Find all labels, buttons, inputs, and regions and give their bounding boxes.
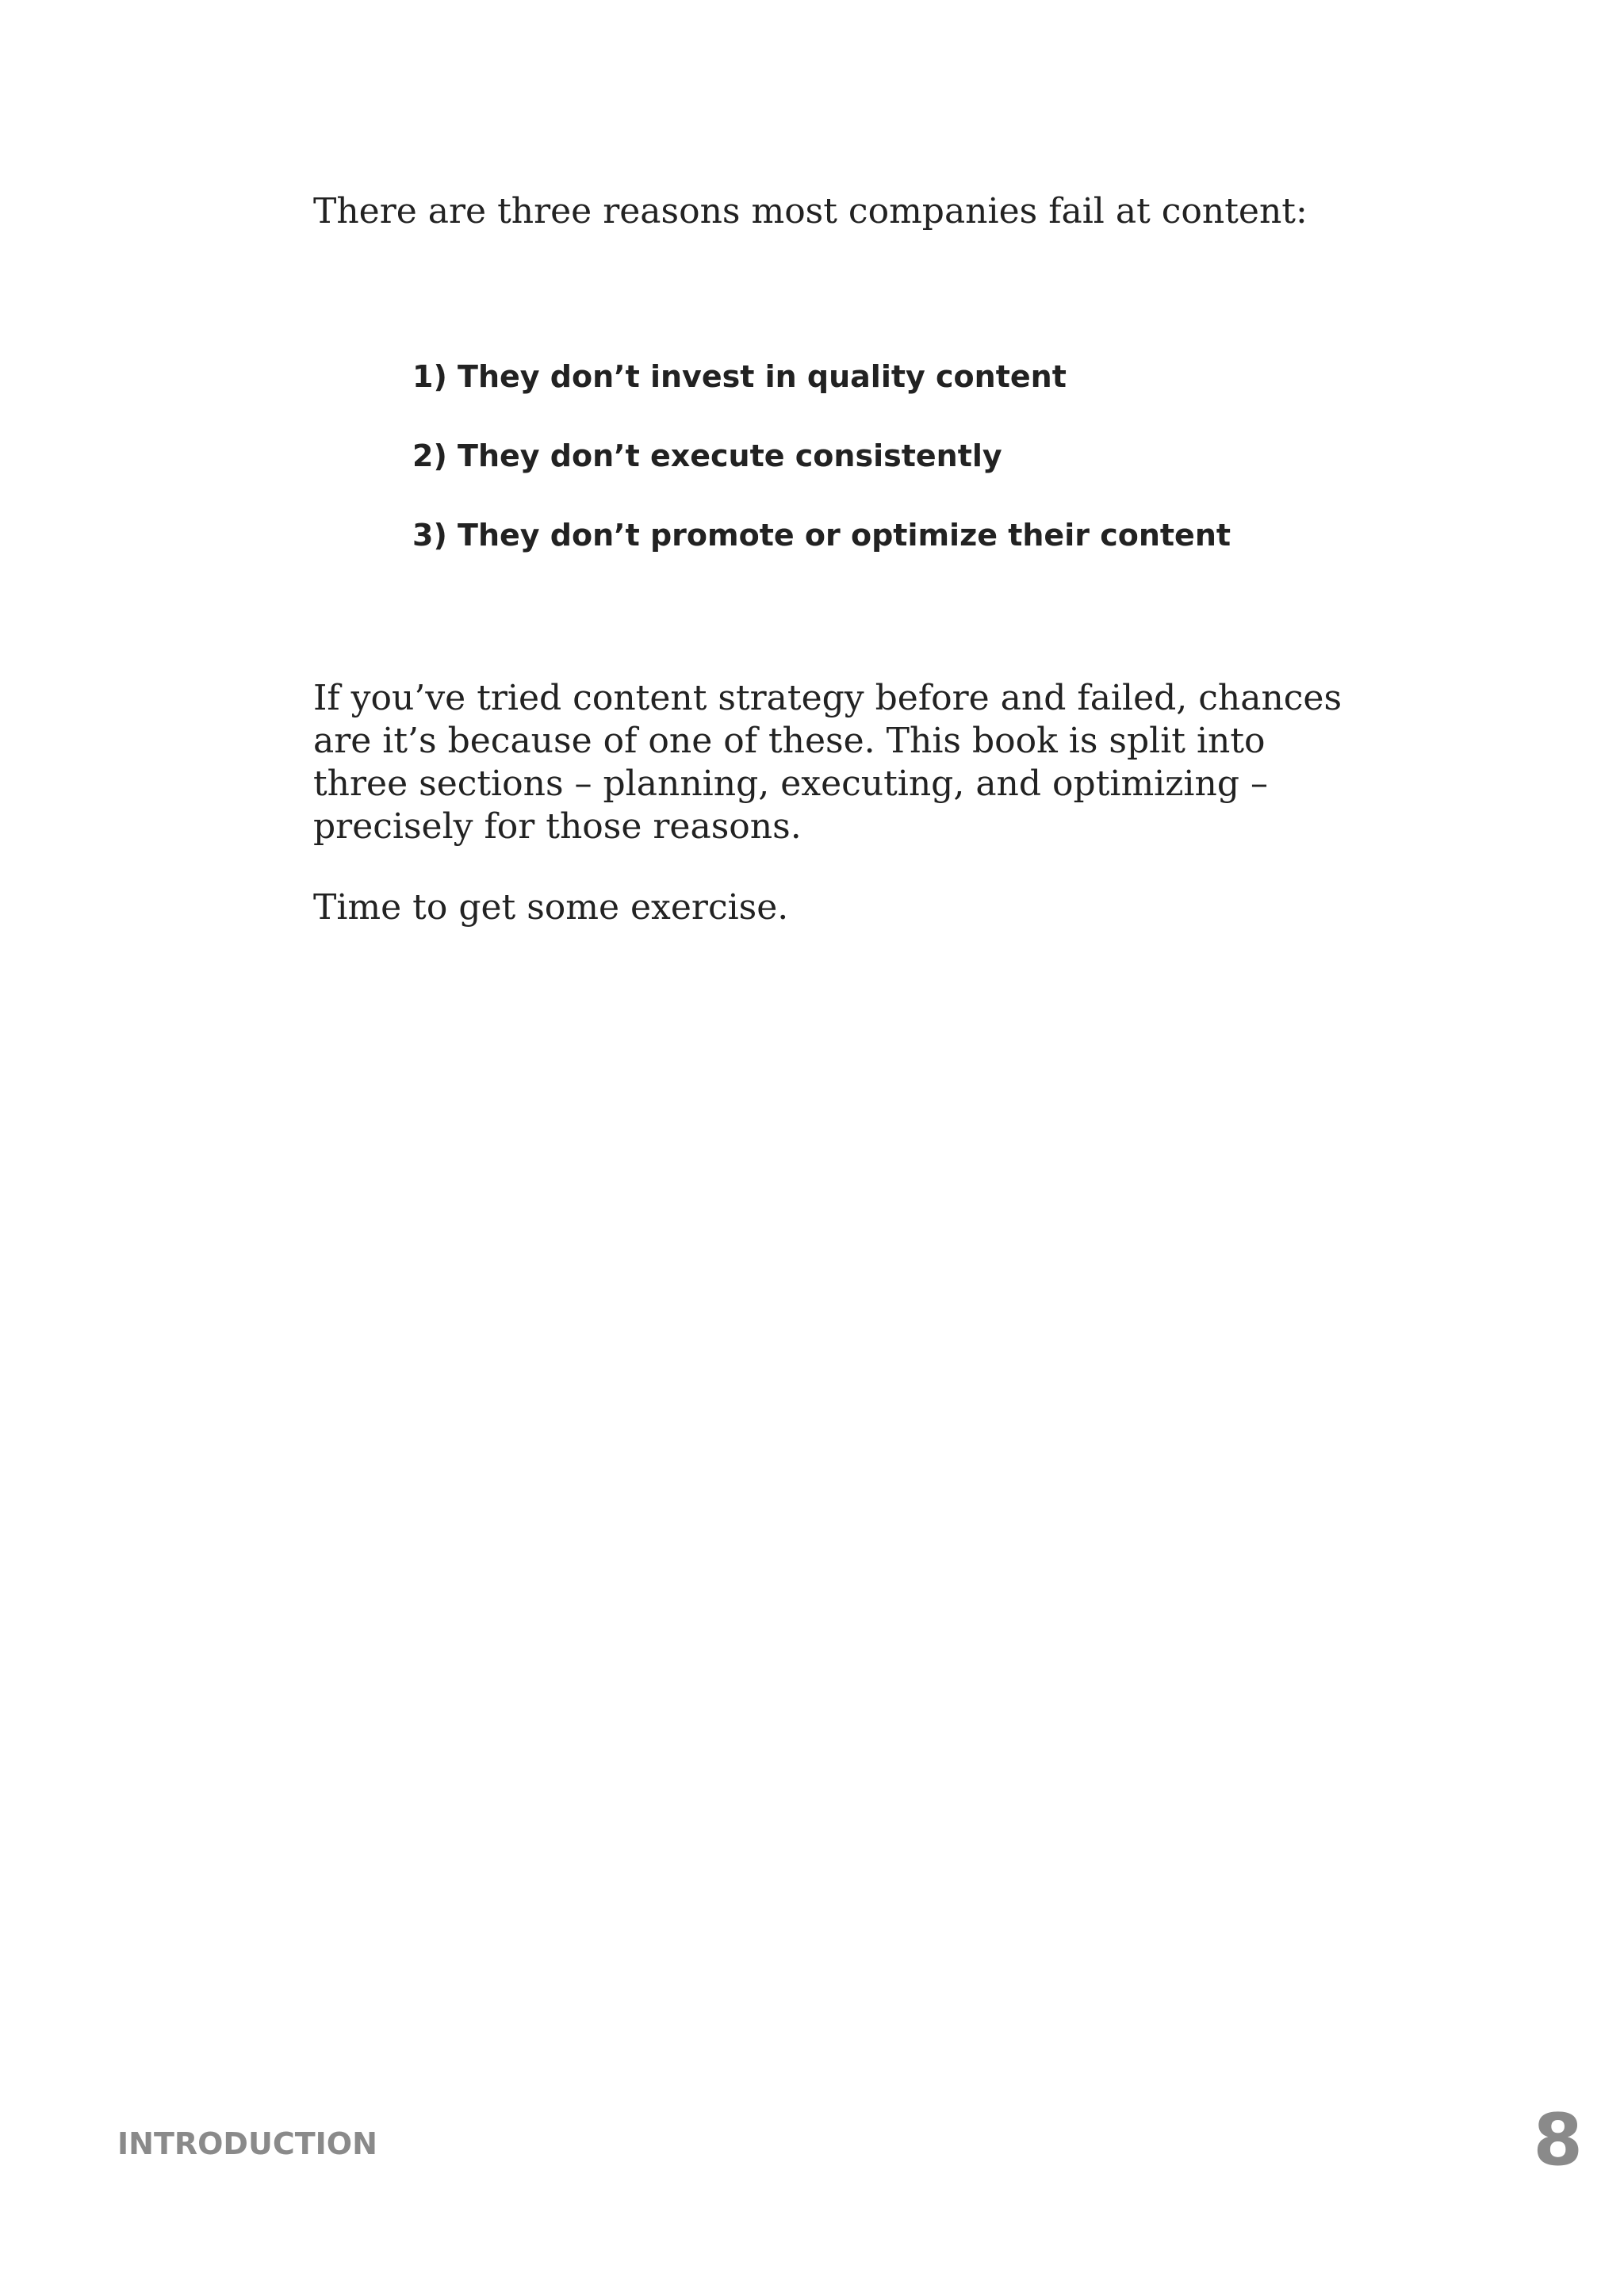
page-number: 8: [1533, 2099, 1583, 2182]
closing-sentence: Time to get some exercise.: [313, 887, 789, 928]
intro-sentence: There are three reasons most companies fail at content:: [313, 191, 1308, 232]
body-paragraph: If you’ve tried content strategy before and failed, chances are it’s because of one of these. This book is split into three sections – planning, executing, and optimizing – precisely for those reasons.: [313, 678, 1342, 847]
reason-item-1: 1) They don’t invest in quality content: [412, 359, 1067, 394]
reason-item-3: 3) They don’t promote or optimize their content: [412, 518, 1231, 553]
reasons-list: [412, 357, 1443, 595]
footer-section-label: INTRODUCTION: [117, 2126, 377, 2161]
reason-item-2: 2) They don’t execute consistently: [412, 438, 1002, 473]
